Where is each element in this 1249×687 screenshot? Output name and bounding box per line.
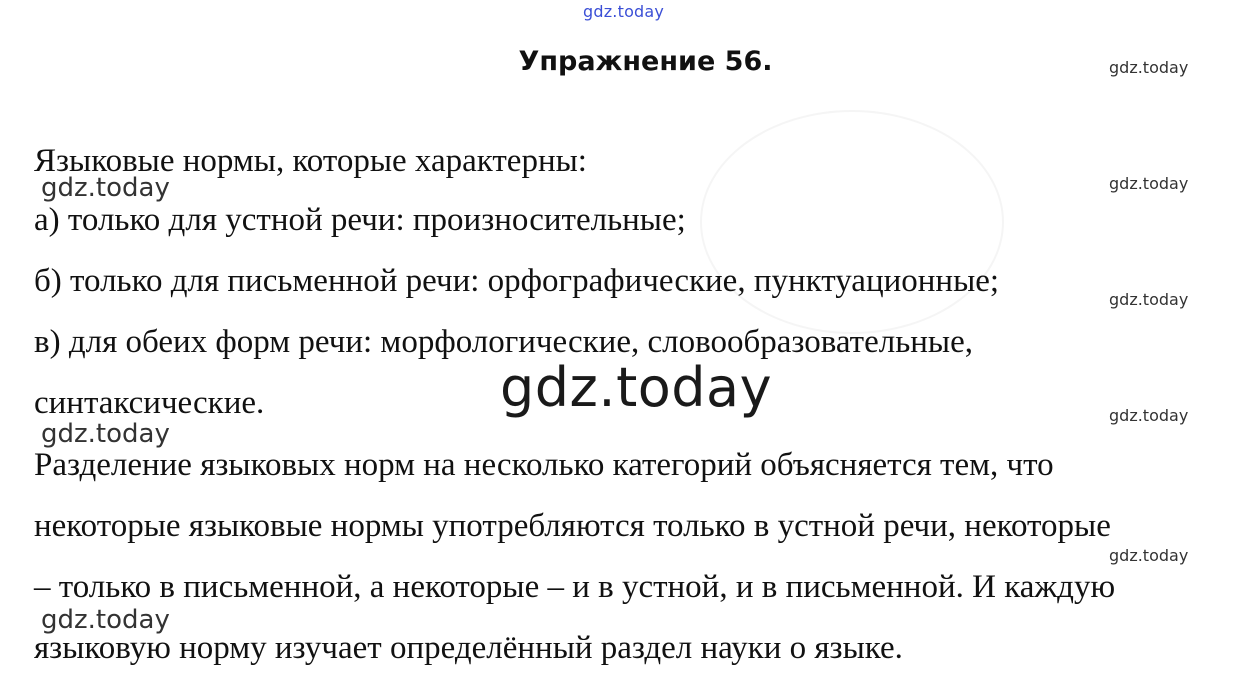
watermark-mid: gdz.today bbox=[41, 605, 170, 635]
text-line: – только в письменной, а некоторые – и в устной, и в письменной. И каждую bbox=[34, 569, 1116, 605]
text-line: б) только для письменной речи: орфографические, пунктуационные; bbox=[34, 263, 1000, 299]
watermark-side: gdz.today bbox=[1109, 174, 1189, 193]
watermark-side: gdz.today bbox=[1109, 58, 1189, 77]
watermark-top: gdz.today bbox=[583, 2, 665, 21]
watermark-mid: gdz.today bbox=[41, 419, 170, 449]
text-line: Разделение языковых норм на несколько категорий объясняется тем, что bbox=[34, 447, 1054, 483]
text-line: некоторые языковые нормы употребляются только в устной речи, некоторые bbox=[34, 508, 1111, 544]
decorative-arc bbox=[700, 110, 1004, 334]
text-line: в) для обеих форм речи: морфологические, словообразовательные, bbox=[34, 324, 973, 360]
text-line: синтаксические. bbox=[34, 385, 265, 421]
watermark-center: gdz.today bbox=[500, 356, 773, 419]
watermark-mid: gdz.today bbox=[41, 173, 170, 203]
page-title: Упражнение 56. bbox=[518, 46, 773, 77]
text-line: а) только для устной речи: произносительные; bbox=[34, 202, 686, 238]
text-line: Языковые нормы, которые характерны: bbox=[34, 143, 587, 179]
text-line: языковую норму изучает определённый раздел науки о языке. bbox=[34, 630, 903, 666]
watermark-side: gdz.today bbox=[1109, 406, 1189, 425]
watermark-side: gdz.today bbox=[1109, 290, 1189, 309]
watermark-side: gdz.today bbox=[1109, 546, 1189, 565]
